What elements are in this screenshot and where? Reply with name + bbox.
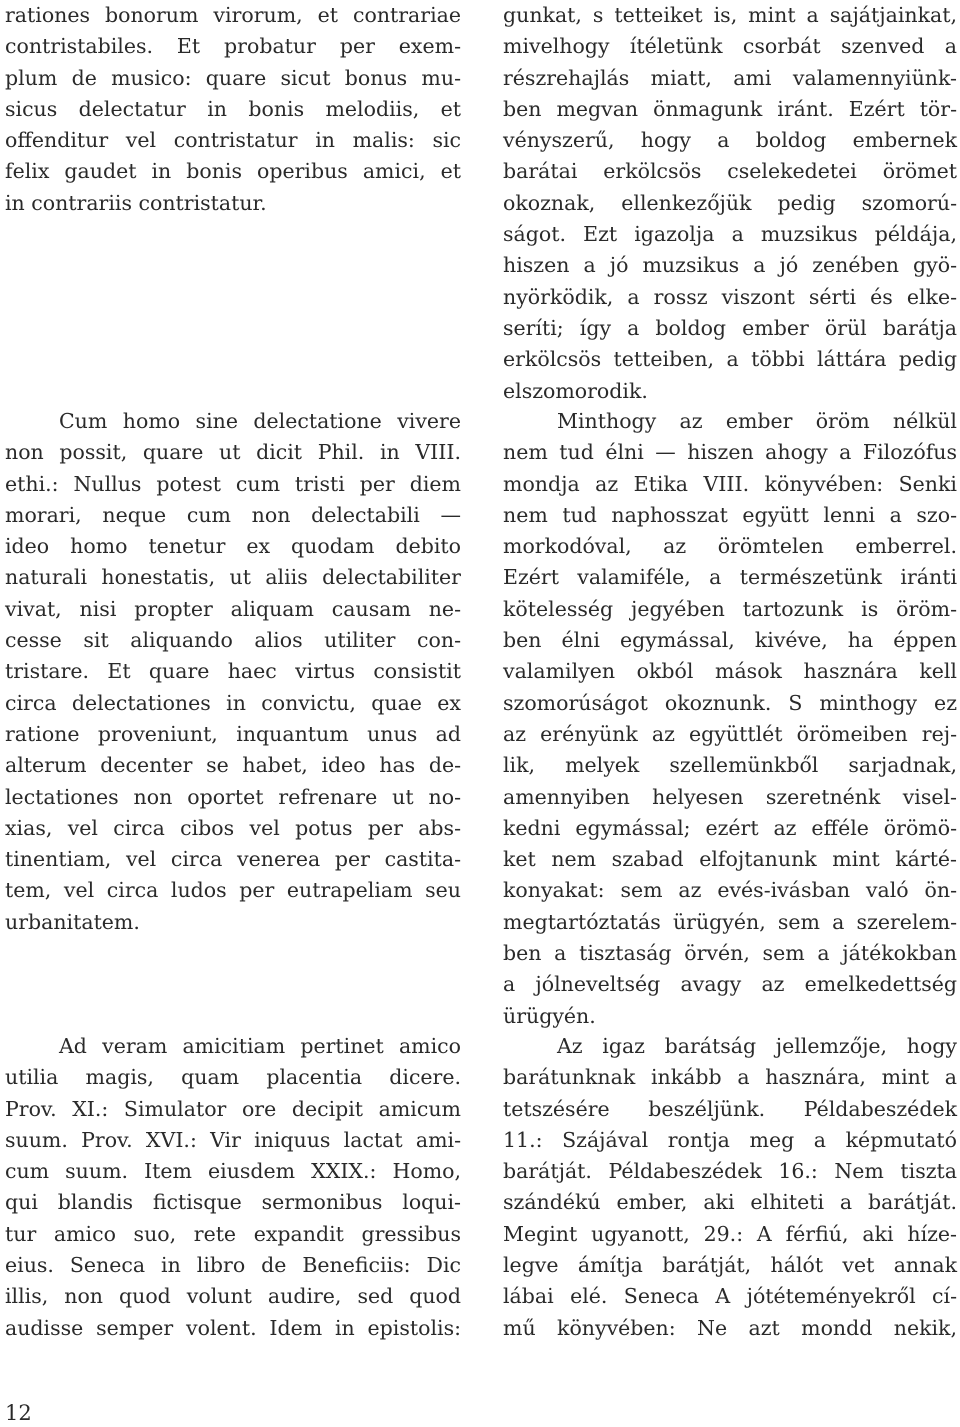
- latin-paragraph-1: [5, 0, 461, 219]
- text-line: non possit, quare ut dicit Phil. in VIII.: [5, 440, 461, 465]
- text-line: cesse sit aliquando alios utiliter con-: [5, 628, 461, 653]
- text-line: tetszésére beszéljünk. Példabeszédek: [503, 1096, 957, 1121]
- text-line: offenditur vel contristatur in malis: sic: [5, 128, 461, 153]
- text-line: tem, vel circa ludos per eutrapeliam seu: [5, 878, 461, 903]
- latin-paragraph-2: [5, 406, 461, 938]
- text-line: ben élni egymással, kivéve, ha éppen: [503, 628, 957, 653]
- text-line: vényszerű, hogy a boldog embernek: [503, 128, 957, 153]
- text-line: valamilyen okból mások hasznára kell: [503, 659, 957, 684]
- text-line: in contrariis contristatur.: [5, 190, 267, 215]
- text-line: utilia magis, quam placentia dicere.: [5, 1065, 461, 1090]
- text-line: hiszen a jó muzsikus a jó zenében gyö-: [503, 253, 957, 278]
- text-line: suum. Prov. XVI.: Vir iniquus lactat ami-: [5, 1127, 461, 1152]
- text-line: nem tud naphosszat együtt lenni a szo-: [503, 502, 957, 527]
- text-line: Az igaz barátság jellemzője, hogy: [557, 1034, 957, 1058]
- text-line: cum suum. Item eiusdem XXIX.: Homo,: [5, 1159, 461, 1184]
- text-line: a jólneveltség avagy az emelkedettség: [503, 972, 957, 997]
- text-line: szándékú ember, aki elhiteti a barátját.: [503, 1190, 957, 1215]
- text-line: Ezért valamiféle, a természetünk iránti: [503, 565, 957, 590]
- text-line: lábai elé. Seneca A jótéteményekről cí-: [503, 1284, 957, 1309]
- text-line: megtartóztatás ürügyén, sem a szerelem-: [503, 909, 957, 934]
- text-line: ürügyén.: [503, 1003, 596, 1028]
- text-line: tinentiam, vel circa venerea per castita-: [5, 847, 461, 872]
- text-line: barátai erkölcsös cselekedetei örömet: [503, 159, 957, 184]
- text-line: mondja az Etika VIII. könyvében: Senki: [503, 471, 957, 496]
- text-line: mű könyvében: Ne azt mondd nekik,: [503, 1315, 957, 1340]
- text-line: barátját. Példabeszédek 16.: Nem tiszta: [503, 1159, 957, 1184]
- text-line: ben megvan önmagunk iránt. Ezért tör-: [503, 96, 957, 121]
- text-line: felix gaudet in bonis operibus amici, et: [5, 159, 461, 184]
- text-line: kötelesség jegyében tartozunk is öröm-: [503, 596, 957, 621]
- text-line: naturali honestatis, ut aliis delectabiliter: [5, 565, 461, 590]
- page-number: 12: [5, 1401, 32, 1425]
- text-line: morkodóval, az örömtelen emberrel.: [503, 534, 957, 559]
- hungarian-paragraph-2: [503, 406, 957, 1032]
- text-line: 11.: Szájával rontja meg a képmutató: [503, 1127, 957, 1152]
- text-line: lik, melyek szellemünkből sarjadnak,: [503, 753, 957, 778]
- text-line: erkölcsös tetteiben, a többi láttára pedig: [503, 347, 957, 372]
- text-line: xias, vel circa cibos vel potus per abs-: [5, 815, 461, 840]
- text-line: konyakat: sem az evés-ivásban való ön-: [503, 878, 957, 903]
- text-line: barátunknak inkább a hasznára, mint a: [503, 1065, 957, 1090]
- text-line: contristabiles. Et probatur per exem-: [5, 34, 461, 59]
- text-line: illis, non quod volunt audire, sed quod: [5, 1284, 461, 1309]
- text-line: az erényünk az együttlét örömeiben rej-: [503, 721, 957, 746]
- text-line: rationes bonorum virorum, et contrariae: [5, 3, 461, 27]
- text-line: tur amico suo, rete expandit gressibus: [5, 1221, 461, 1246]
- text-line: audisse semper volent. Idem in epistolis:: [5, 1315, 461, 1340]
- text-line: seríti; így a boldog ember örül barátja: [503, 315, 957, 340]
- text-line: urbanitatem.: [5, 909, 140, 934]
- text-line: ságot. Ezt igazolja a muzsikus példája,: [503, 222, 957, 247]
- text-line: elszomorodik.: [503, 378, 648, 403]
- text-line: ben a tisztaság örvén, sem a játékokban: [503, 941, 957, 966]
- text-line: Cum homo sine delectatione vivere: [59, 409, 461, 433]
- text-line: kedni egymással; ezért az efféle örömö-: [503, 815, 957, 840]
- text-line: eius. Seneca in libro de Beneficiis: Dic: [5, 1253, 461, 1278]
- text-line: nem tud élni — hiszen ahogy a Filozófus: [503, 440, 957, 465]
- text-line: ratione proveniunt, inquantum unus ad: [5, 721, 461, 746]
- text-line: szomorúságot okoznunk. S minthogy ez: [503, 690, 957, 715]
- text-line: ket nem szabad elfojtanunk mint kárté-: [503, 847, 957, 872]
- text-line: gunkat, s tetteiket is, mint a sajátjainkat,: [503, 3, 957, 27]
- text-line: plum de musico: quare sicut bonus mu-: [5, 65, 461, 90]
- text-line: tristare. Et quare haec virtus consistit: [5, 659, 461, 684]
- text-line: lectationes non oportet refrenare ut no-: [5, 784, 461, 809]
- text-line: Prov. XI.: Simulator ore decipit amicum: [5, 1096, 461, 1121]
- text-line: qui blandis fictisque sermonibus loqui-: [5, 1190, 461, 1215]
- text-line: alterum decenter se habet, ideo has de-: [5, 753, 461, 778]
- text-line: morari, neque cum non delectabili —: [5, 502, 461, 527]
- text-line: vivat, nisi propter aliquam causam ne-: [5, 596, 461, 621]
- hungarian-paragraph-3: [503, 1031, 957, 1344]
- text-line: circa delectationes in convictu, quae ex: [5, 690, 461, 715]
- latin-paragraph-3: [5, 1031, 461, 1344]
- text-line: Megint ugyanott, 29.: A férfiú, aki híze-: [503, 1221, 957, 1246]
- text-line: amennyiben helyesen szeretnénk visel-: [503, 784, 957, 809]
- text-line: nyörködik, a rossz viszont sérti és elke-: [503, 284, 957, 309]
- text-line: legve ámítja barátját, hálót vet annak: [503, 1253, 957, 1278]
- text-line: Minthogy az ember öröm nélkül: [557, 409, 957, 433]
- text-line: okoznak, ellenkezőjük pedig szomorú-: [503, 190, 957, 215]
- text-line: részrehajlás miatt, ami valamennyiünk-: [503, 65, 957, 90]
- text-line: sicus delectatur in bonis melodiis, et: [5, 96, 461, 121]
- text-line: mivelhogy ítéletünk csorbát szenved a: [503, 34, 957, 59]
- text-line: Ad veram amicitiam pertinet amico: [59, 1034, 461, 1058]
- hungarian-paragraph-1: [503, 0, 957, 407]
- text-line: ethi.: Nullus potest cum tristi per diem: [5, 471, 461, 496]
- text-line: ideo homo tenetur ex quodam debito: [5, 534, 461, 559]
